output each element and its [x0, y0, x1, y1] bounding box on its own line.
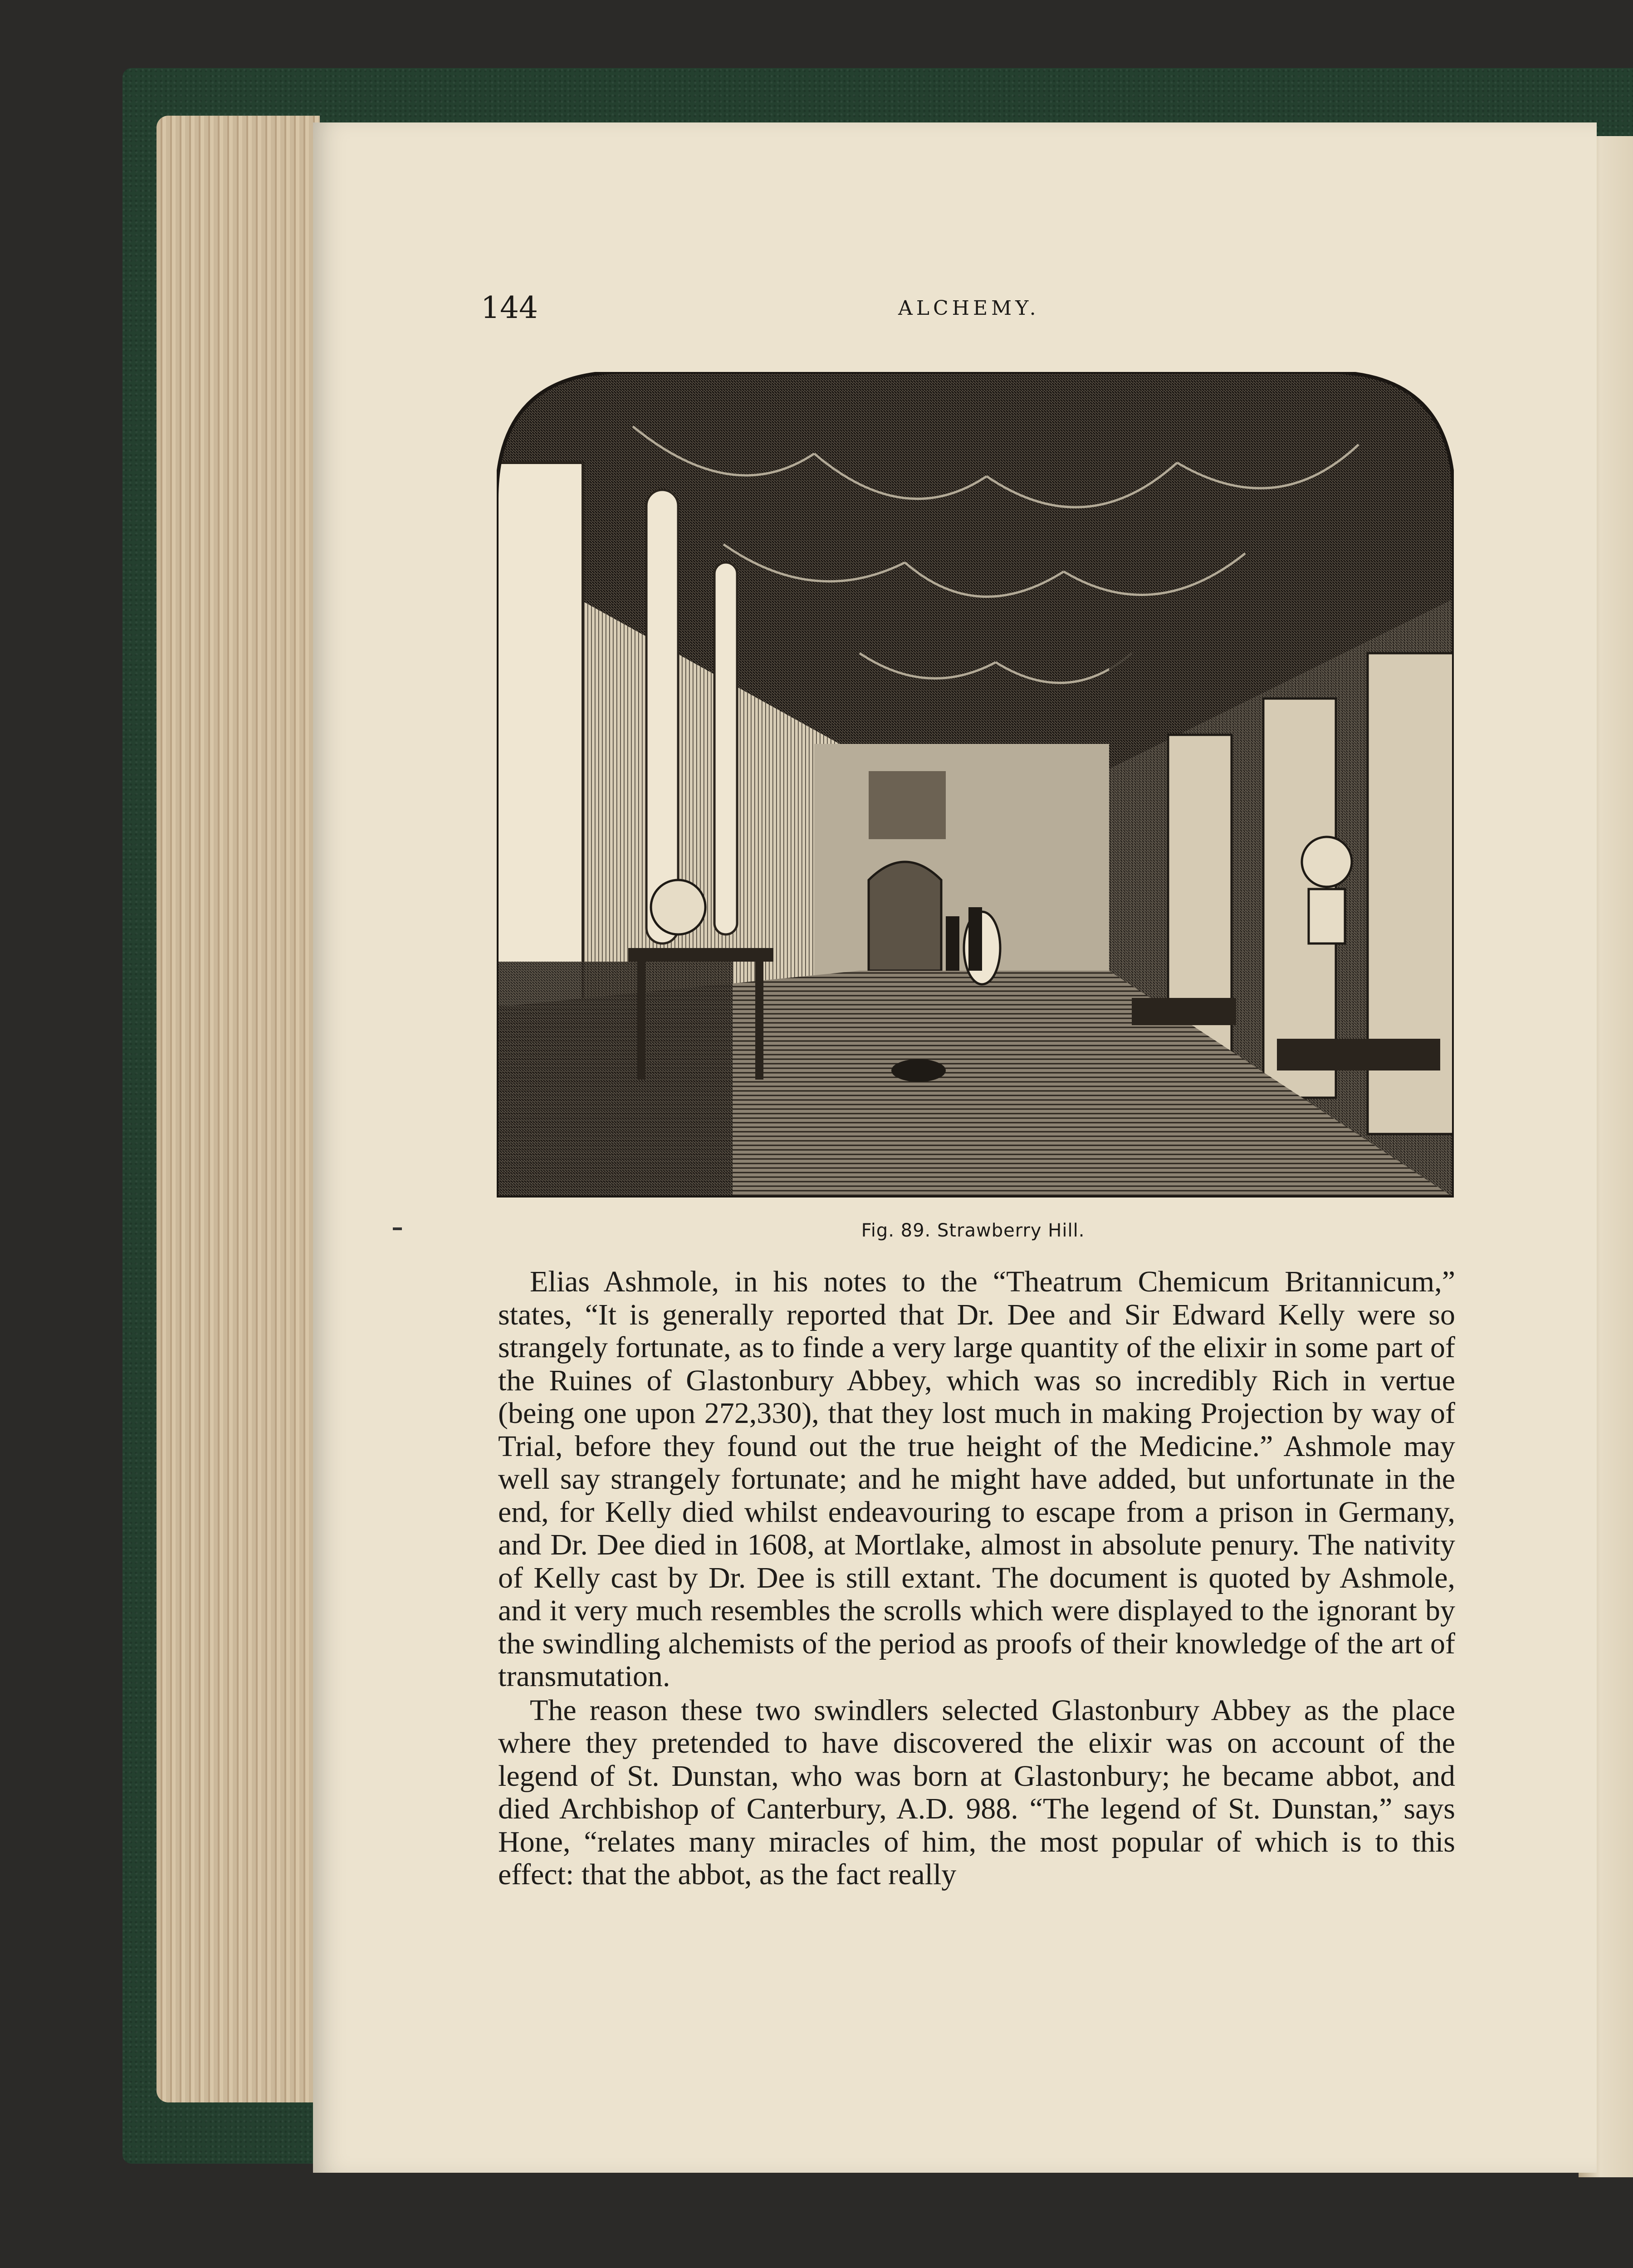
- running-head: [481, 290, 1465, 331]
- margin-mark: [393, 1227, 402, 1230]
- paragraph: Elias Ashmole, in his notes to the “Theatrum Chemicum Britannicum,” states, “It is generally reported that Dr. Dee and Sir Edward Kelly were so strangely fortunate, as to finde a very large quantity of the elixir in some part of the Ruines of Glastonbury Abbey, which was so incredibly Rich in vertue (being one upon 272,330), that they lost much in making Projection by way of Trial, before they found out the true height of the Medicine.” Ashmole may well say strangely fortunate; and he might have added, but unfortunate in the end, for Kelly died whilst endeavouring to escape from a prison in Germany, and Dr. Dee died in 1608, at Mortlake, almost in absolute penury. The nativity of Kelly cast by Dr. Dee is still extant. The document is quoted by Ashmole, and it very much resembles the scrolls which were displayed to the ignorant by the swindling alchemists of the period as proofs of their knowledge of the art of transmutation.: [498, 1265, 1455, 1693]
- page-number: 144: [481, 290, 538, 325]
- engraving-illustration: [497, 372, 1454, 1198]
- running-title: ALCHEMY.: [898, 297, 1040, 320]
- body-text: [498, 1266, 1455, 1892]
- paragraph: The reason these two swindlers selected Glastonbury Abbey as the place where they pretended to have discovered the elixir was on account of the legend of St. Dunstan, who was born at Glastonbury; he became abbot, and died Archbishop of Canterbury, A.D. 988. “The legend of St. Dunstan,” says Hone, “relates many miracles of him, the most popular of which is to this effect: that the abbot, as the fact really: [498, 1693, 1455, 1891]
- page-edges: [156, 116, 320, 2102]
- figure-caption: Fig. 89. Strawberry Hill.: [861, 1220, 1085, 1241]
